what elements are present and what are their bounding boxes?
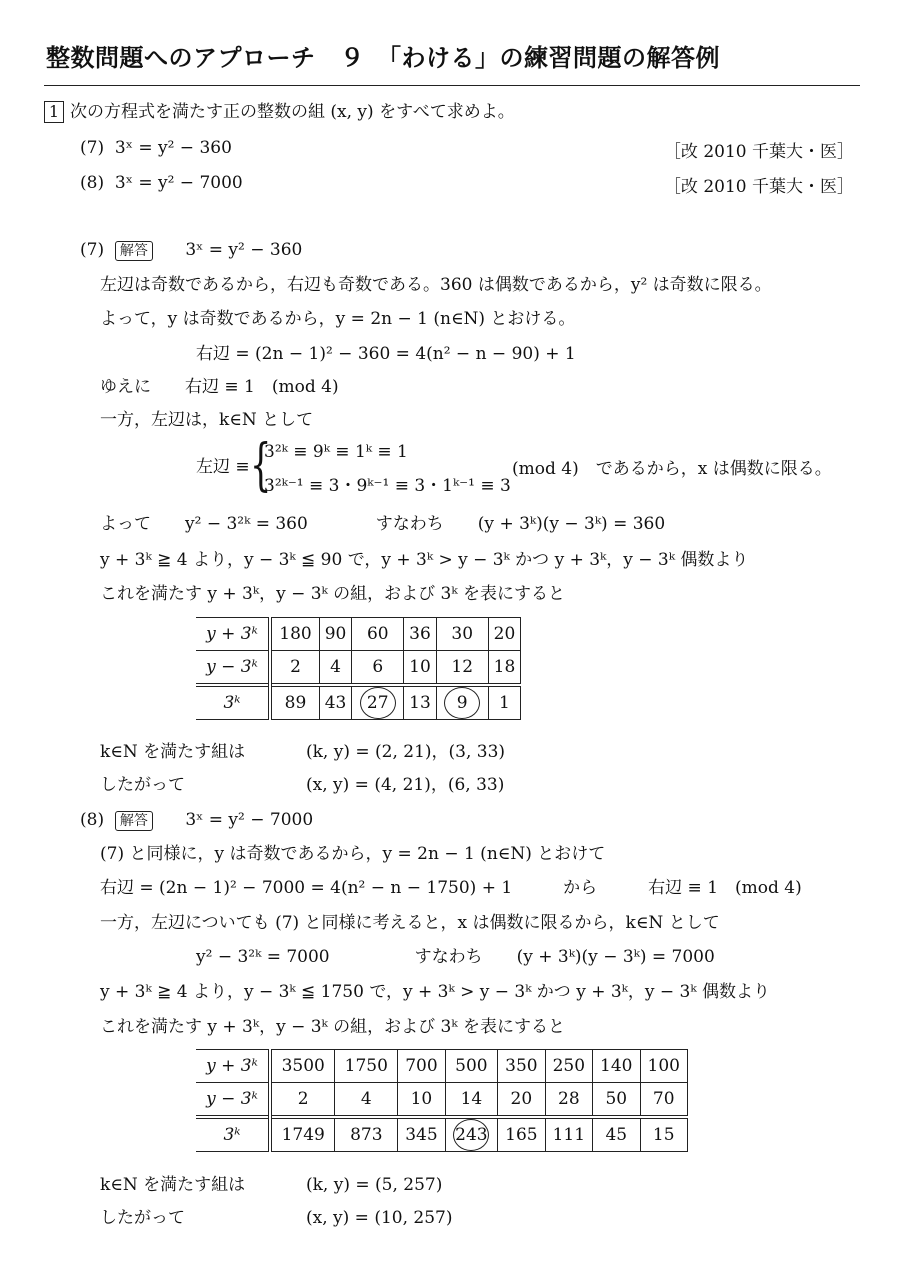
- table-cell: 4: [320, 651, 352, 686]
- solution-line: y² − 3²ᵏ = 7000 すなわち (y + 3ᵏ)(y − 3ᵏ) = 7000: [196, 947, 715, 967]
- table-cell: 90: [320, 618, 352, 651]
- table-row: [196, 1050, 688, 1083]
- result-value: (x, y) = (10, 257): [306, 1208, 453, 1228]
- solution-line: 一方，左辺についても (7) と同様に考えると，x は偶数に限るから，k∈N として: [100, 913, 720, 933]
- solution-line: 右辺 = (2n − 1)² − 360 = 4(n² − n − 90) + 1: [196, 344, 576, 364]
- table-cell: 3500: [270, 1050, 335, 1083]
- solution-line: 右辺 = (2n − 1)² − 7000 = 4(n² − n − 1750) + 1 から 右辺 ≡ 1 (mod 4): [100, 878, 802, 898]
- title-divider: [44, 85, 860, 86]
- table-cell: 873: [335, 1117, 398, 1152]
- table-cell: 180: [270, 618, 320, 651]
- solution-line: よって y² − 3²ᵏ = 360 すなわち (y + 3ᵏ)(y − 3ᵏ) = 360: [100, 514, 666, 534]
- table-cell: [436, 685, 488, 720]
- left-brace: {: [250, 433, 272, 498]
- table-cell: 45: [593, 1117, 640, 1152]
- problem-item-7: [80, 137, 232, 159]
- table-cell: 14: [445, 1083, 497, 1118]
- table-cell: 89: [270, 685, 320, 720]
- table-cell: 20: [498, 1083, 545, 1118]
- solution-8-header: [80, 809, 313, 831]
- table-cell: 1: [488, 685, 520, 720]
- result-line: [100, 1174, 245, 1196]
- result-value: (k, y) = (5, 257): [306, 1175, 443, 1195]
- item-equation: 3ˣ = y² − 360: [114, 138, 232, 158]
- solution-line: y + 3ᵏ ≧ 4 より，y − 3ᵏ ≦ 1750 で，y + 3ᵏ > y − 3ᵏ かつ y + 3ᵏ，y − 3ᵏ 偶数より: [100, 982, 770, 1002]
- row-header: y − 3ᵏ: [196, 651, 270, 686]
- solution-line: (7) と同様に，y は奇数であるから，y = 2n − 1 (n∈N) とおけて: [100, 844, 606, 864]
- table-cell: 250: [545, 1050, 592, 1083]
- solution-line: これを満たす y + 3ᵏ，y − 3ᵏ の組，および 3ᵏ を表にすると: [100, 584, 565, 604]
- table-cell: 50: [593, 1083, 640, 1118]
- answer-badge: 解答: [115, 811, 153, 831]
- solution-line: ゆえに 右辺 ≡ 1 (mod 4): [100, 377, 339, 397]
- result-line: [100, 1207, 185, 1229]
- row-header: y + 3ᵏ: [196, 618, 270, 651]
- table-cell: 10: [398, 1083, 445, 1118]
- solution-equation: 3ˣ = y² − 7000: [185, 810, 314, 830]
- solution-line: よって，y は奇数であるから，y = 2n − 1 (n∈N) とおける。: [100, 309, 576, 329]
- table-row: [196, 651, 521, 686]
- table-cell: 10: [404, 651, 436, 686]
- solution-line: 左辺は奇数であるから，右辺も奇数である。360 は偶数であるから，y² は奇数に限る。: [100, 275, 772, 295]
- table-cell: 13: [404, 685, 436, 720]
- table-cell: 100: [640, 1050, 688, 1083]
- case-line: 3²ᵏ⁻¹ ≡ 3・9ᵏ⁻¹ ≡ 3・1ᵏ⁻¹ ≡ 3: [264, 476, 511, 496]
- table-cell: 60: [352, 618, 404, 651]
- solution-label: (8): [80, 810, 105, 830]
- table-cell: 6: [352, 651, 404, 686]
- case-prefix: 左辺 ≡: [196, 457, 250, 477]
- solution-line: これを満たす y + 3ᵏ，y − 3ᵏ の組，および 3ᵏ を表にすると: [100, 1017, 565, 1037]
- problem-statement-line: [44, 101, 515, 123]
- item-label: (8): [80, 173, 105, 193]
- table-cell: 500: [445, 1050, 497, 1083]
- solution-label: (7): [80, 240, 105, 260]
- table-cell: [445, 1117, 497, 1152]
- table-cell: 28: [545, 1083, 592, 1118]
- circled-value: 9: [444, 687, 480, 719]
- table-cell: 43: [320, 685, 352, 720]
- result-label: したがって: [100, 1208, 185, 1228]
- table-row: [196, 1117, 688, 1152]
- table-cell: 140: [593, 1050, 640, 1083]
- answer-badge: 解答: [115, 241, 153, 261]
- table-cell: 30: [436, 618, 488, 651]
- item-source: ［改 2010 千葉大・医］: [663, 177, 854, 197]
- table-cell: 1750: [335, 1050, 398, 1083]
- result-line: [100, 774, 185, 796]
- circled-value: 27: [360, 687, 396, 719]
- problem-item-8: [80, 172, 243, 194]
- problem-number: 1: [44, 101, 64, 123]
- table-cell: 700: [398, 1050, 445, 1083]
- result-value: (x, y) = (4, 21)，(6, 33): [306, 775, 505, 795]
- solution-line: y + 3ᵏ ≧ 4 より，y − 3ᵏ ≦ 90 で，y + 3ᵏ > y − 3ᵏ かつ y + 3ᵏ，y − 3ᵏ 偶数より: [100, 550, 749, 570]
- solution-line: 一方，左辺は，k∈N として: [100, 410, 314, 430]
- circled-value: 243: [453, 1119, 489, 1151]
- table-cell: 12: [436, 651, 488, 686]
- table-8: [196, 1049, 688, 1152]
- case-suffix: (mod 4) であるから，x は偶数に限る。: [512, 459, 832, 479]
- row-header: 3ᵏ: [196, 1117, 270, 1152]
- result-value: (k, y) = (2, 21)，(3, 33): [306, 742, 506, 762]
- table-cell: 70: [640, 1083, 688, 1118]
- item-label: (7): [80, 138, 105, 158]
- table-row: [196, 618, 521, 651]
- row-header: y + 3ᵏ: [196, 1050, 270, 1083]
- table-cell: 4: [335, 1083, 398, 1118]
- table-cell: 350: [498, 1050, 545, 1083]
- result-label: k∈N を満たす組は: [100, 1175, 246, 1195]
- table-row: [196, 1083, 688, 1118]
- table-cell: 2: [270, 651, 320, 686]
- table-cell: 111: [545, 1117, 592, 1152]
- row-header: y − 3ᵏ: [196, 1083, 270, 1118]
- table-cell: 345: [398, 1117, 445, 1152]
- item-equation: 3ˣ = y² − 7000: [114, 173, 243, 193]
- table-cell: 18: [488, 651, 520, 686]
- table-cell: 2: [270, 1083, 335, 1118]
- table-cell: 36: [404, 618, 436, 651]
- table-cell: 1749: [270, 1117, 335, 1152]
- result-label: k∈N を満たす組は: [100, 742, 246, 762]
- item-source: ［改 2010 千葉大・医］: [663, 142, 854, 162]
- result-label: したがって: [100, 775, 185, 795]
- page-title: 整数問題へのアプローチ ９ 「わける」の練習問題の解答例: [46, 44, 720, 72]
- table-cell: 15: [640, 1117, 688, 1152]
- result-line: [100, 741, 245, 763]
- table-cell: 165: [498, 1117, 545, 1152]
- table-row: [196, 685, 521, 720]
- problem-statement: 次の方程式を満たす正の整数の組 (x, y) をすべて求めよ。: [70, 102, 515, 122]
- case-line: 3²ᵏ ≡ 9ᵏ ≡ 1ᵏ ≡ 1: [264, 442, 408, 462]
- solution-7-header: [80, 239, 302, 261]
- table-cell: [352, 685, 404, 720]
- solution-equation: 3ˣ = y² − 360: [185, 240, 303, 260]
- table-7: [196, 617, 521, 720]
- row-header: 3ᵏ: [196, 685, 270, 720]
- table-cell: 20: [488, 618, 520, 651]
